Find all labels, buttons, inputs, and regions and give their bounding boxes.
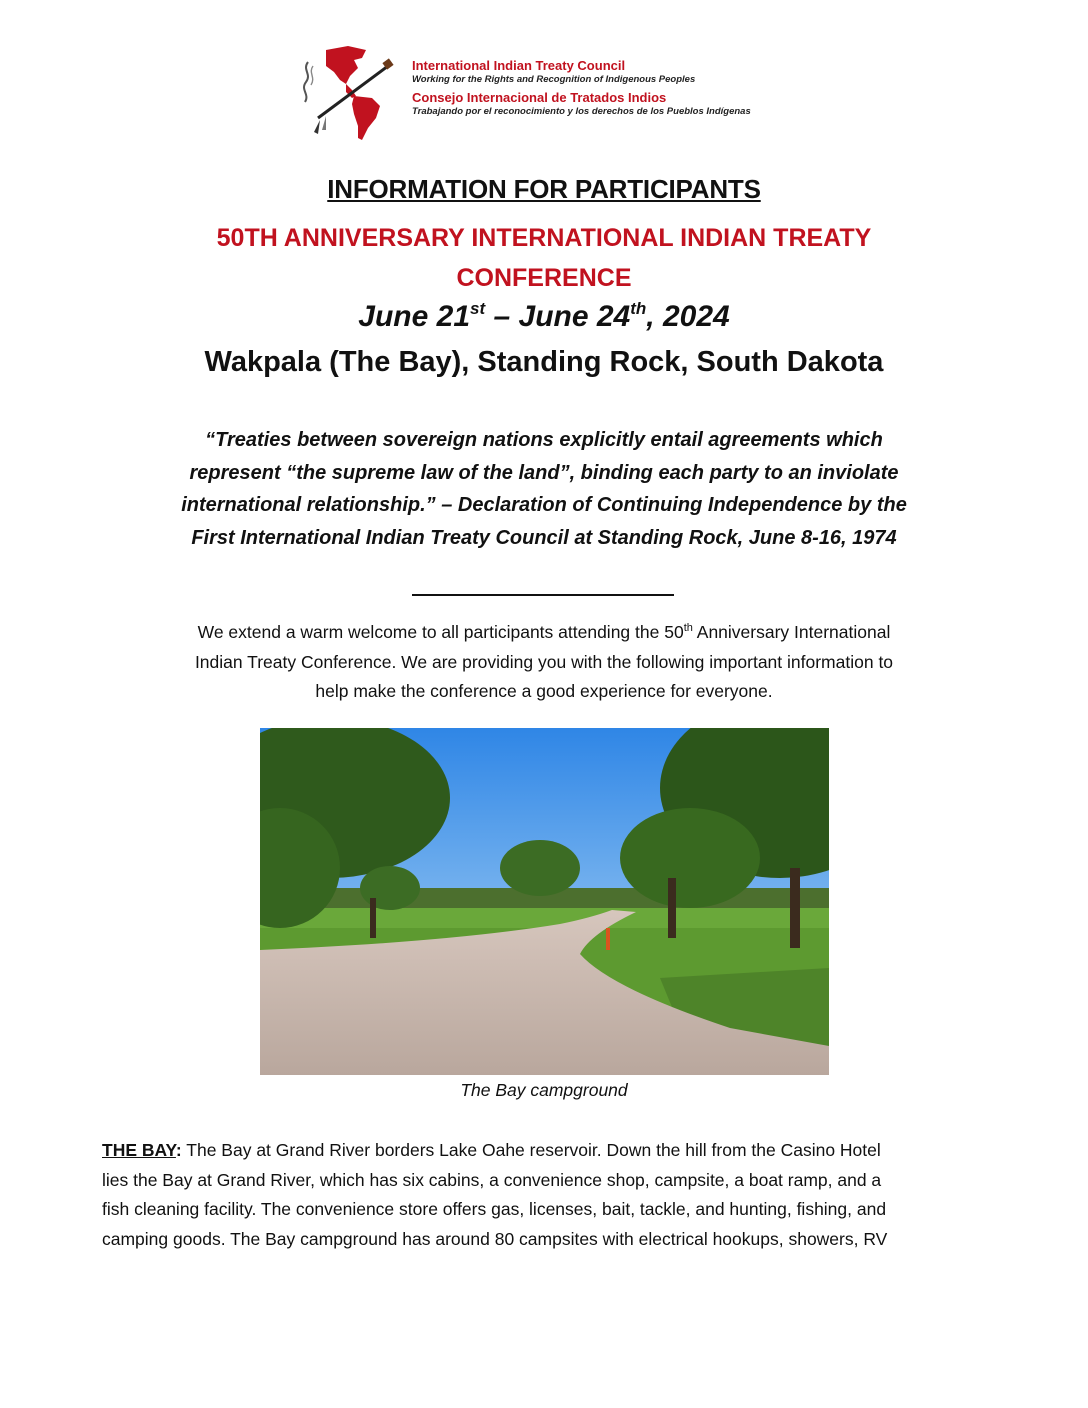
welcome-paragraph	[120, 618, 968, 707]
bay-text: The Bay at Grand River borders Lake Oahe reservoir. Down the hill from the Casino Hotel	[181, 1140, 881, 1160]
date-start-suffix: st	[470, 299, 486, 318]
date-year: , 2024	[646, 300, 730, 333]
bay-line: lies the Bay at Grand River, which has six cabins, a convenience shop, campsite, a boat ramp, and a	[102, 1169, 882, 1190]
date-separator: – June 24	[485, 300, 631, 333]
date-end-suffix: th	[630, 299, 647, 318]
quote-line: represent “the supreme law of the land”, binding each party to an inviolate	[189, 461, 899, 484]
conference-dates	[0, 300, 1088, 334]
quote-line: “Treaties between sovereign nations explicitly entail agreements which	[205, 429, 883, 451]
welcome-text: We extend a warm welcome to all participants attending the 50	[197, 622, 684, 642]
welcome-line	[120, 618, 968, 648]
bay-line: camping goods. The Bay campground has around 80 campsites with electrical hookups, showers, RV	[102, 1228, 888, 1249]
org-name-es: Consejo Internacional de Tratados Indios	[412, 90, 667, 105]
iitc-logo	[296, 40, 796, 144]
photo-caption: The Bay campground	[460, 1080, 628, 1100]
welcome-line: Indian Treaty Conference. We are providing you with the following important information to	[194, 651, 894, 672]
campground-photo	[260, 728, 829, 1075]
quote-line: First International Indian Treaty Council at Standing Rock, June 8-16, 1974	[191, 526, 897, 549]
divider	[412, 594, 674, 596]
conference-title-line2: CONFERENCE	[456, 264, 632, 292]
section-label: THE BAY	[102, 1140, 176, 1160]
section-label-colon: :	[175, 1140, 182, 1160]
tagline-es: Trabajando por el reconocimiento y los derechos de los Pueblos Indígenas	[412, 106, 751, 117]
the-bay-paragraph	[102, 1136, 992, 1254]
bay-line	[102, 1136, 992, 1166]
declaration-quote	[130, 424, 958, 554]
welcome-text: Anniversary International	[692, 622, 891, 642]
logo-text	[412, 58, 796, 118]
quote-line: international relationship.” – Declaration of Continuing Independence by the	[181, 494, 907, 516]
tagline-en: Working for the Rights and Recognition of Indigenous Peoples	[412, 74, 696, 85]
conference-title	[0, 218, 1088, 298]
org-name-en: International Indian Treaty Council	[412, 58, 626, 73]
americas-map-logo-icon	[296, 40, 408, 144]
conference-location: Wakpala (The Bay), Standing Rock, South Dakota	[204, 346, 884, 378]
page-title: INFORMATION FOR PARTICIPANTS	[327, 174, 761, 204]
date-start: June 21	[358, 300, 471, 333]
conference-title-line1: 50TH ANNIVERSARY INTERNATIONAL INDIAN TREATY	[216, 224, 872, 252]
bay-line: fish cleaning facility. The convenience store offers gas, licenses, bait, tackle, and hunting, fishing, and	[102, 1199, 887, 1219]
welcome-sup: th	[683, 622, 693, 634]
welcome-line: help make the conference a good experience for everyone.	[315, 681, 773, 701]
